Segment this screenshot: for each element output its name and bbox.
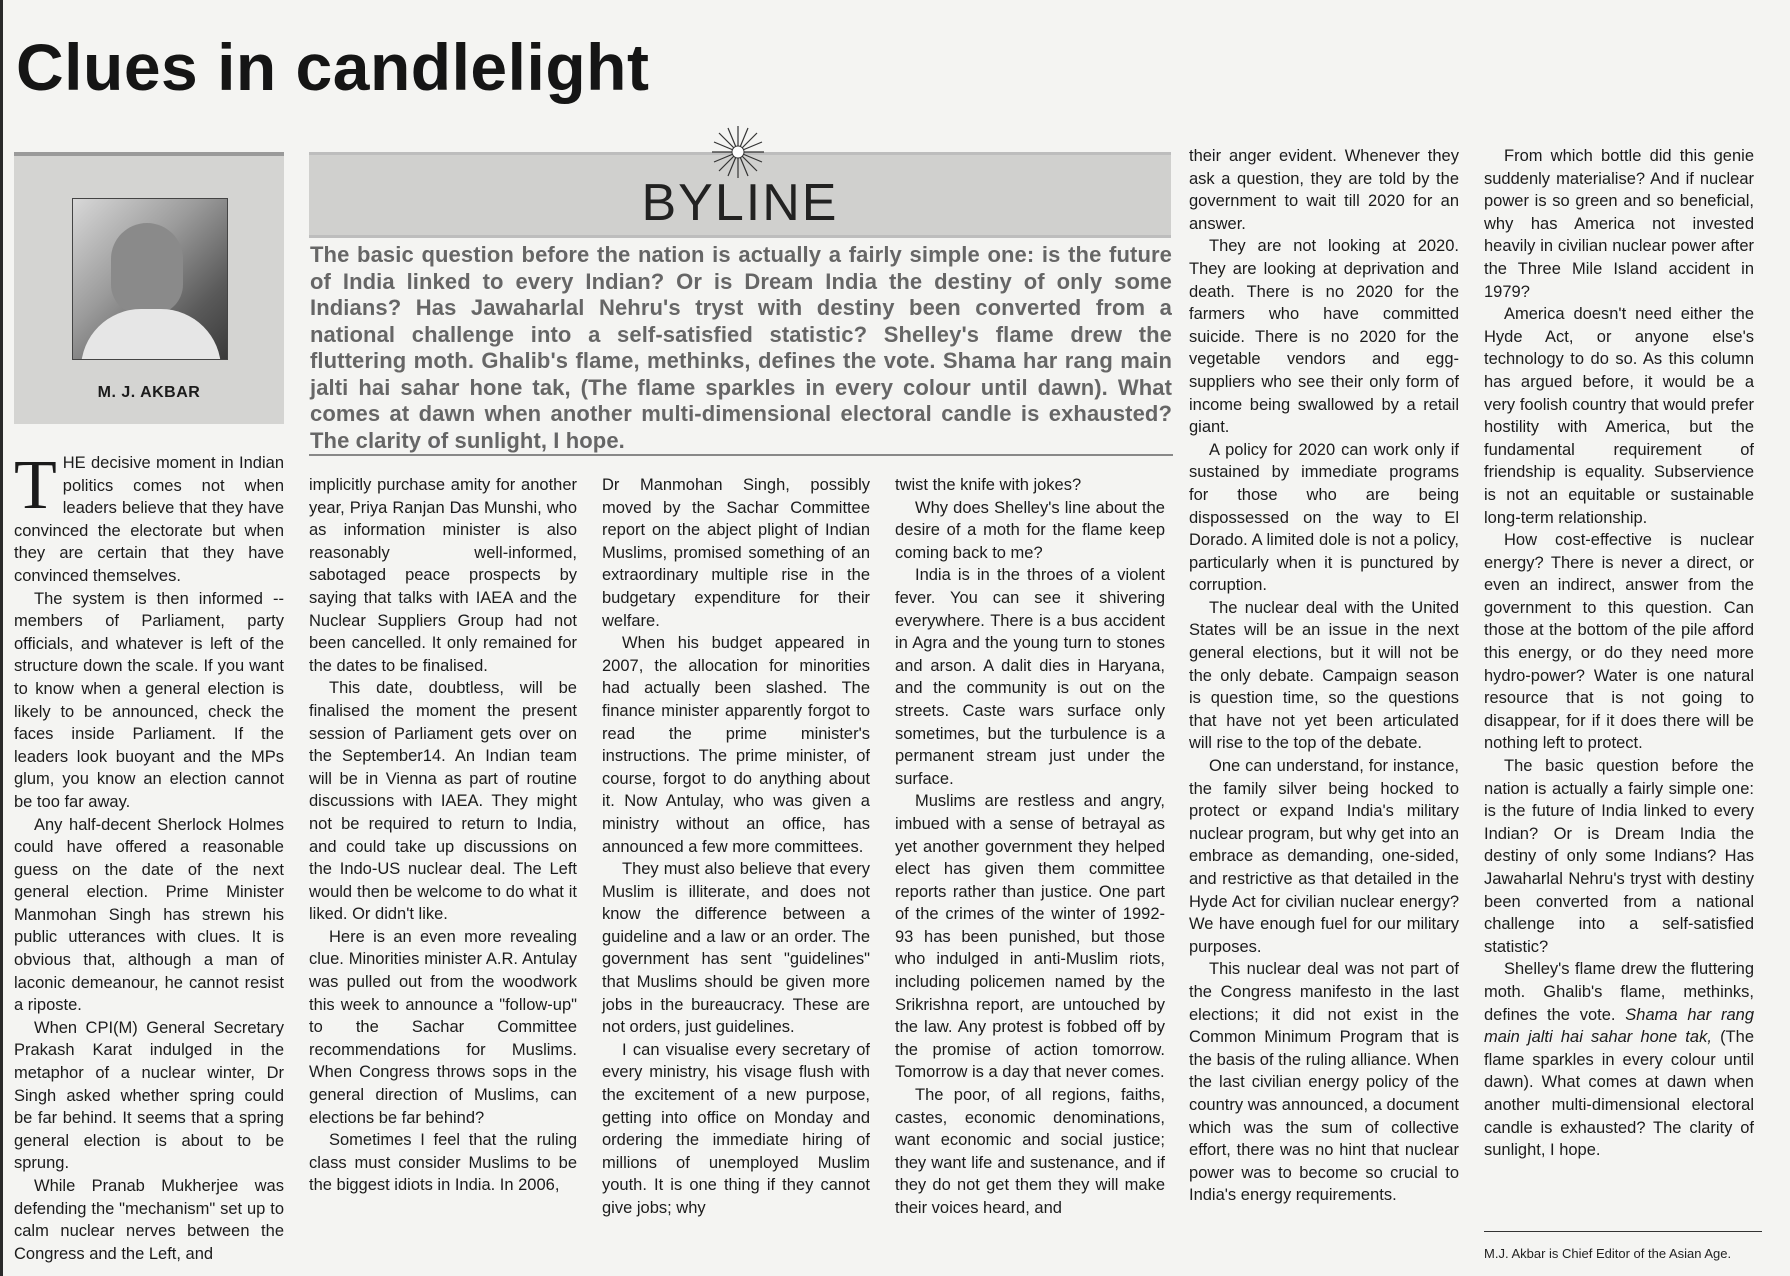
page-left-rule bbox=[0, 0, 3, 1276]
col1-para-5: While Pranab Mukherjee was defending the "mechanism" set up to calm nuclear nerves between the Congress and the Left, and bbox=[14, 1177, 284, 1263]
col5-para-2: They are not looking at 2020. They are looking at deprivation and death. There is no 2020 for the farmers who have committed suicide. There is no 2020 for the vegetable vendors and egg-suppliers who see their only form of income being swallowed by a retail giant. bbox=[1189, 237, 1459, 437]
col6-para-5: Shelley's flame drew the fluttering moth. Ghalib's flame, methinks, defines the vote. Shama har rang main jalti hai sahar hone tak, (The flame sparkles in every colour until dawn). What comes at dawn when another multi-dimensional electoral candle is exhausted? The clarity of sunlight, I hope. bbox=[1484, 960, 1755, 1160]
col4-para-1: twist the knife with jokes? bbox=[895, 476, 1082, 494]
col1-para-3: Any half-decent Sherlock Holmes could have offered a reasonable guess on the date of the next general election. Prime Minister Manmohan Singh has strewn his public utterances with clues. It is obvious that, although a man of laconic demeanour, he cannot resist a riposte. bbox=[14, 815, 284, 1015]
author-photo-panel bbox=[14, 152, 284, 424]
col1-para-2: The system is then informed -- members of Parliament, party officials, and whatever is left of the structure down the scale. If you want to know when a general election is likely to be announced, check the faces inside Parliament. If the leaders look buoyant and the MPs glum, you know an election cannot be too far away. bbox=[14, 589, 284, 811]
author-name: M. J. AKBAR bbox=[97, 384, 201, 401]
col2-para-3: Here is an even more revealing clue. Minorities minister A.R. Antulay was pulled out from the woodwork this week to announce a "follow-up" to the Sachar Committee recommendations for Muslims. When Congress throws sops in the general direction of Muslims, can elections be far behind? bbox=[309, 927, 577, 1127]
intro-rule bbox=[309, 454, 1173, 456]
footnote-rule bbox=[1484, 1231, 1762, 1232]
column-2 bbox=[309, 474, 577, 1197]
col5-para-6: This nuclear deal was not part of the Congress manifesto in the last elections; it did not exist in the Common Minimum Program that is the basis of the ruling alliance. When the last civilian energy policy of the country was announced, a document which was the sum of collective effort, there was no hint that nuclear power was to become so crucial to India's energy requirements. bbox=[1189, 960, 1459, 1205]
col6-para-3: How cost-effective is nuclear energy? There is never a direct, or even an indirect, answer from the government to this question. Can those at the bottom of the pile afford this energy, or do they need more hydro-power? Water is one natural resource that is not going to disappear, for if it does there will be nothing left to protect. bbox=[1484, 531, 1754, 753]
author-photo bbox=[72, 198, 228, 360]
headline: Clues in candlelight bbox=[16, 30, 650, 104]
author-footnote: M.J. Akbar is Chief Editor of the Asian Age. bbox=[1484, 1246, 1732, 1261]
col1-para-4: When CPI(M) General Secretary Prakash Karat indulged in the metaphor of a nuclear winter, Dr Singh asked whether spring could be far behind. It seems that a spring general election is about to be sprung. bbox=[14, 1018, 284, 1173]
author-photo-shoulders bbox=[81, 309, 221, 360]
byline-label: BYLINE bbox=[641, 174, 839, 232]
column-5 bbox=[1189, 145, 1459, 1207]
column-3 bbox=[602, 474, 870, 1220]
col6-para-4: The basic question before the nation is actually a fairly simple one: is the future of India linked to every Indian? Or is Dream India the destiny of only some Indians? Has Jawaharlal Nehru's tryst with destiny been converted from a national challenge into a self-satisfied statistic? bbox=[1484, 757, 1754, 956]
col5-para-5: One can understand, for instance, the family silver being hocked to protect or expand India's military nuclear program, but why get into an embrace as demanding, one-sided, and restrictive as that detailed in the Hyde Act for civilian nuclear energy? We have enough fuel for our military purposes. bbox=[1189, 757, 1459, 956]
col6-para-2: America doesn't need either the Hyde Act, or anyone else's technology to do so. As this column has argued before, it would be a very foolish country that would prefer hostility with America, but the fundamental requirement of friendship is equality. Subservience is not an equitable or sustainable long-term relationship. bbox=[1484, 305, 1754, 527]
urdu-couplet: Shama har rang main jalti hai sahar hone tak, bbox=[1484, 1005, 1755, 1047]
intro-summary: The basic question before the nation is actually a fairly simple one: is the future of India linked to every Indian? Or is Dream India the destiny of only some Indians? Has Jawaharlal Nehru's tryst with destiny been converted from a national challenge into a self-satisfied statistic? Shelley's flame drew the fluttering moth. Ghalib's flame, methinks, defines the vote. Shama har rang main jalti hai sahar hone tak, (The flame sparkles in every colour until dawn). What comes at dawn when another multi-dimensional electoral candle is exhausted? The clarity of sunlight, I hope. bbox=[310, 242, 1172, 453]
col3-para-1: Dr Manmohan Singh, possibly moved by the Sachar Committee report on the abject plight of Indian Muslims, promised something of an extraordinary multiple rise in the budgetary expenditure for their welfare. bbox=[602, 476, 870, 630]
column-1 bbox=[14, 447, 284, 1265]
col4-para-4: Muslims are restless and angry, imbued with a sense of betrayal as yet another government they helped elect has given them committee reports rather than justice. One part of the crimes of the winter of 1992-93 has been punished, but those who indulged in anti-Muslim riots, including policemen named by the Srikrishna report, are untouched by the law. Any protest is fobbed off by the promise of action tomorrow. Tomorrow is a day that never comes. bbox=[895, 792, 1165, 1082]
col2-para-1: implicitly purchase amity for another year, Priya Ranjan Das Munshi, who as information minister is also reasonably well-informed, sabotaged peace prospects by saying that talks with IAEA and the Nuclear Suppliers Group had not been cancelled. It only remained for the dates to be finalised. bbox=[309, 476, 577, 675]
col1-para-1: THE decisive moment in Indian politics comes not when leaders believe that they have convinced the electorate but when they are certain that they have convinced themselves. bbox=[14, 447, 284, 585]
col3-para-4: I can visualise every secretary of every ministry, his visage flush with the excitement of a new purpose, getting into office on Monday and ordering the immediate hiring of millions of unemployed Muslim youth. It is one thing if they cannot give jobs; why bbox=[602, 1040, 870, 1217]
column-4 bbox=[895, 474, 1165, 1220]
col2-para-2: This date, doubtless, will be finalised the moment the present session of Parliament gets over on the September14. An Indian team will be in Vienna as part of routine discussions with IAEA. They might not be required to return to India, and could take up discussions on the Indo-US nuclear deal. The Left would then be welcome to do what it liked. Or didn't like. bbox=[309, 679, 577, 924]
star-icon bbox=[710, 124, 766, 180]
col3-para-3: They must also believe that every Muslim is illiterate, and does not know the difference between a guideline and a law or an order. The government has sent "guidelines" that Muslims should be given more jobs in the bureaucracy. These are not orders, just guidelines. bbox=[602, 860, 870, 1037]
col5-para-3: A policy for 2020 can work only if sustained by immediate programs for those who are being dispossessed on the way to El Dorado. A limited dole is not a policy, particularly when it is punctured by corruption. bbox=[1189, 440, 1459, 595]
drop-cap: T bbox=[14, 447, 57, 524]
col5-para-4: The nuclear deal with the United States will be an issue in the next general elections, but it will not be the only debate. Campaign season is question time, so the questions that have not yet been articulated will rise to the top of the debate. bbox=[1189, 598, 1459, 753]
col4-para-3: India is in the throes of a violent fever. You can see it shivering everywhere. There is a bus accident in Agra and the young turn to stones and arson. A dalit dies in Haryana, and the community is out on the streets. Caste wars surface only sometimes, but the turbulence is a permanent stream just under the surface. bbox=[895, 566, 1165, 788]
col3-para-2: When his budget appeared in 2007, the allocation for minorities had actually been slashed. The finance minister apparently forgot to read the prime minister's instructions. The prime minister, of course, forgot to do anything about it. Now Antulay, who was given a ministry without an office, has announced a few more committees. bbox=[602, 634, 870, 856]
col5-para-1: their anger evident. Whenever they ask a question, they are told by the government to wait till 2020 for an answer. bbox=[1189, 147, 1459, 233]
col6-para-1: From which bottle did this genie suddenly materialise? And if nuclear power is so green and so beneficial, why has America not invested heavily in civilian nuclear power after the Three Mile Island accident in 1979? bbox=[1484, 147, 1754, 301]
col4-para-5: The poor, of all regions, faiths, castes, economic denominations, want economic and social justice; they want life and sustenance, and if they do not get them they will make their voices heard, and bbox=[895, 1086, 1165, 1217]
author-photo-head bbox=[111, 223, 183, 315]
col2-para-4: Sometimes I feel that the ruling class must consider Muslims to be the biggest idiots in India. In 2006, bbox=[309, 1131, 577, 1195]
column-6 bbox=[1484, 145, 1754, 1162]
col4-para-2: Why does Shelley's line about the desire of a moth for the flame keep coming back to me? bbox=[895, 498, 1165, 562]
